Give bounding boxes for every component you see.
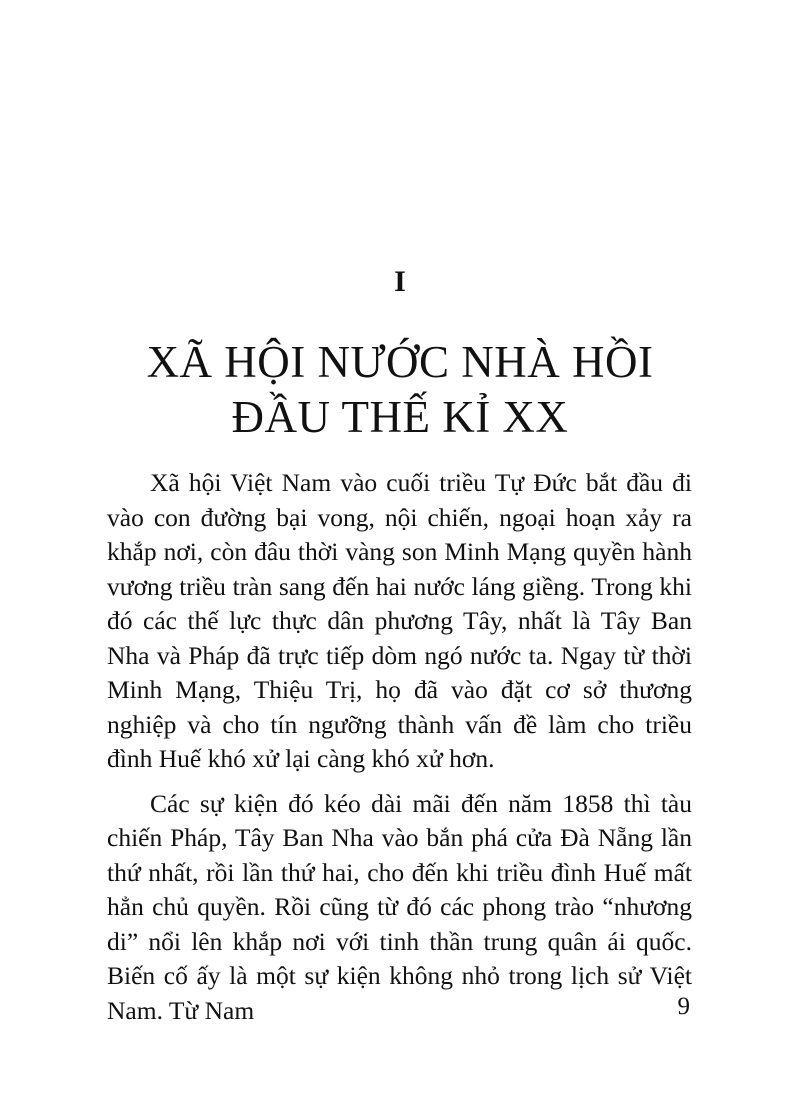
chapter-title-line-1: XÃ HỘI NƯỚC NHÀ HỒI: [146, 337, 654, 387]
chapter-title: [0, 335, 800, 445]
paragraph-2: Các sự kiện đó kéo dài mãi đến năm 1858 thì tàu chiến Pháp, Tây Ban Nha vào bắn phá cửa Đà Nẵng lần thứ nhất, rồi lần thứ hai, cho đến khi triều đình Huế mất hẳn chủ quyền. Rồi cũng từ đó các phong trào “nhương di” nổi lên khắp nơi với tinh thần trung quân ái quốc. Biến cố ấy là một sự kiện không nhỏ trong lịch sử Việt Nam. Từ Nam: [107, 788, 692, 1025]
page-number: 9: [677, 993, 690, 1020]
body-text: [107, 466, 692, 1038]
paragraph-1: Xã hội Việt Nam vào cuối triều Tự Đức bắt đầu đi vào con đường bại vong, nội chiến, ngoại hoạn xảy ra khắp nơi, còn đâu thời vàng son Minh Mạng quyền hành vương triều tràn sang đến hai nước láng giềng. Trong khi đó các thế lực thực dân phương Tây, nhất là Tây Ban Nha và Pháp đã trực tiếp dòm ngó nước ta. Ngay từ thời Minh Mạng, Thiệu Trị, họ đã vào đặt cơ sở thương nghiệp và cho tín ngưỡng thành vấn đề làm cho triều đình Huế khó xử lại càng khó xử hơn.: [107, 468, 692, 773]
chapter-number: I: [394, 265, 406, 298]
chapter-title-line-2: ĐẦU THẾ KỈ XX: [231, 392, 569, 442]
